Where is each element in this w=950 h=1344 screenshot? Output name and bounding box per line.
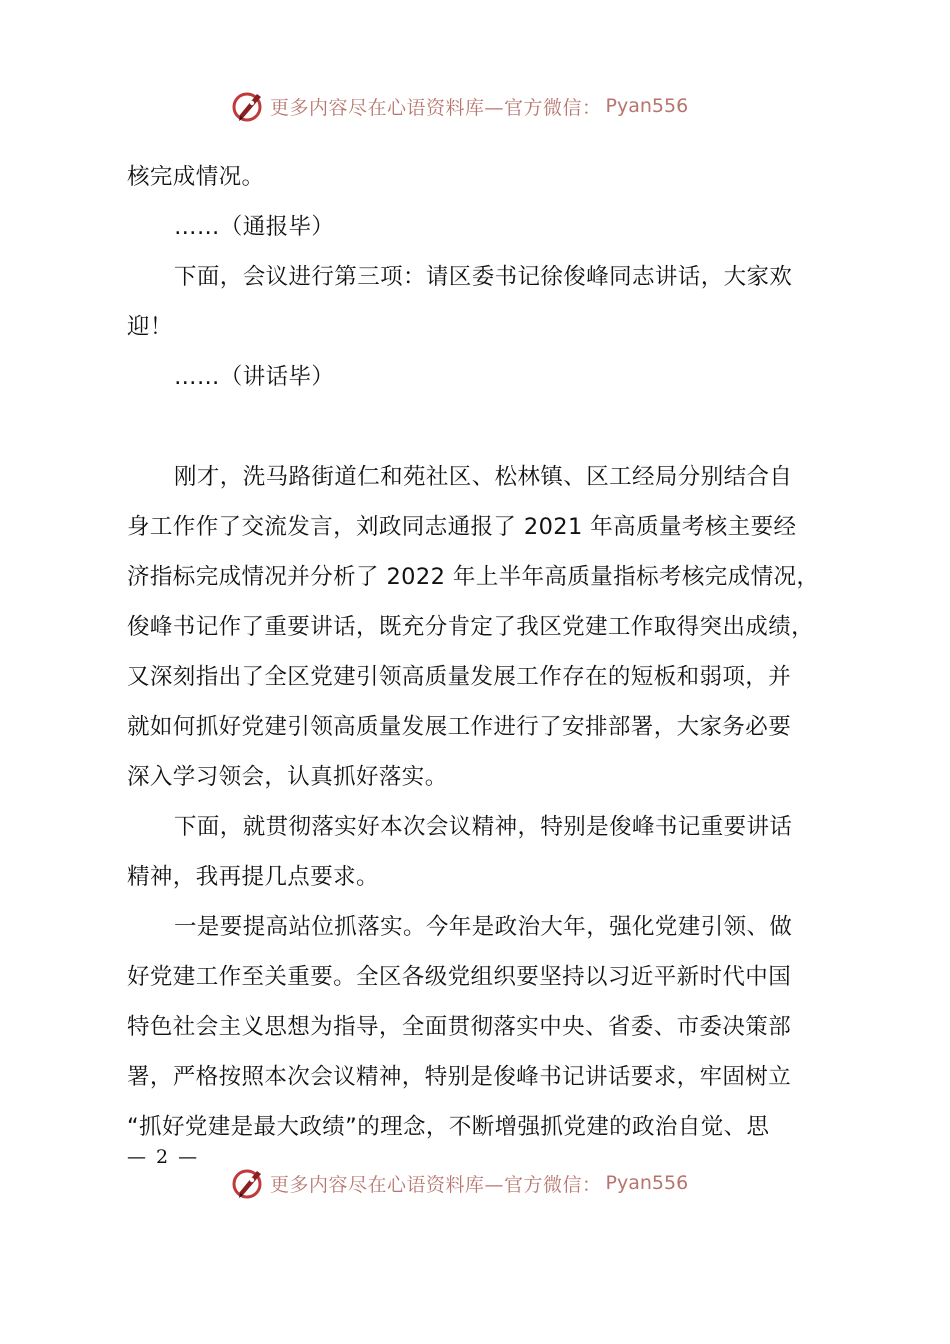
text-line: 精神，我再提几点要求。	[127, 864, 379, 890]
watermark-handle: Pyan556	[605, 95, 689, 117]
text-line: ……（通报毕）	[174, 214, 335, 240]
text-line: 又深刻指出了全区党建引领高质量发展工作存在的短板和弱项，并	[127, 664, 792, 690]
text-line: 核完成情况。	[127, 164, 265, 190]
text-line: 深入学习领会，认真抓好落实。	[127, 764, 448, 790]
text-line: 特色社会主义思想为指导，全面贯彻落实中央、省委、市委决策部	[127, 1014, 792, 1040]
text-line: 身工作作了交流发言，刘政同志通报了 2021 年高质量考核主要经	[127, 514, 797, 540]
text-line: 迎！	[127, 314, 173, 340]
text-line: ……（讲话毕）	[174, 364, 335, 390]
text-line: 下面，就贯彻落实好本次会议精神，特别是俊峰书记重要讲话	[174, 814, 793, 840]
text-line: 下面，会议进行第三项：请区委书记徐俊峰同志讲话，大家欢	[174, 264, 793, 290]
text-line: 一是要提高站位抓落实。今年是政治大年，强化党建引领、做	[174, 914, 793, 940]
paragraph-spacer	[127, 402, 837, 452]
text-line: 俊峰书记作了重要讲话，既充分肯定了我区党建工作取得突出成绩，	[127, 614, 815, 640]
watermark-handle: Pyan556	[605, 1172, 689, 1194]
text-line: 署，严格按照本次会议精神，特别是俊峰书记讲话要求，牢固树立	[127, 1064, 792, 1090]
text-line: 就如何抓好党建引领高质量发展工作进行了安排部署，大家务必要	[127, 714, 792, 740]
watermark-text: 更多内容尽在心语资料库—官方微信：	[270, 1173, 602, 1196]
footer-watermark	[230, 1163, 688, 1203]
document-body	[127, 152, 837, 1152]
text-line: “抓好党建是最大政绩”的理念，不断增强抓党建的政治自觉、思	[127, 1114, 770, 1140]
quill-pen-logo-icon	[230, 1165, 266, 1201]
quill-pen-logo-icon	[230, 88, 266, 124]
text-line: 刚才，洗马路街道仁和苑社区、松林镇、区工经局分别结合自	[174, 464, 793, 490]
text-line: 济指标完成情况并分析了 2022 年上半年高质量指标考核完成情况，	[127, 564, 820, 590]
header-watermark	[230, 86, 688, 126]
watermark-text: 更多内容尽在心语资料库—官方微信：	[270, 96, 602, 119]
page-number: — 2 —	[127, 1146, 200, 1168]
text-line: 好党建工作至关重要。全区各级党组织要坚持以习近平新时代中国	[127, 964, 792, 990]
